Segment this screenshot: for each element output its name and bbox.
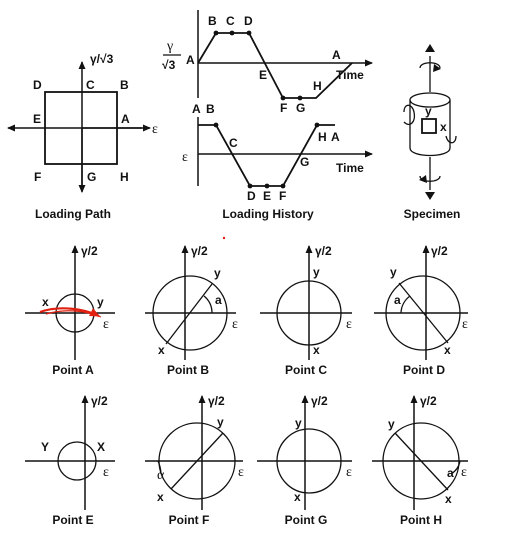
mohr-h-caption: Point H (400, 513, 442, 527)
mohr-d-point-y: y (390, 265, 397, 279)
mohr-c-y-label: γ/2 (315, 244, 332, 258)
loading-history-title: Loading History (222, 207, 314, 221)
upper-history-y-label-top: γ (167, 39, 174, 54)
lower-history-time-label: Time (336, 161, 364, 175)
loading-path-point-b: B (120, 78, 129, 92)
upper-history-dot-g (298, 96, 303, 101)
upper-history-point-e: E (259, 68, 268, 82)
mohr-point-b (145, 237, 238, 377)
mohr-h-point-x: x (445, 492, 452, 506)
mohr-d-caption: Point D (403, 363, 445, 377)
upper-history-curve (198, 33, 352, 98)
lower-history-y-label: ε (182, 150, 188, 165)
lower-history-point-c: C (229, 136, 238, 150)
mohr-e-point-x: X (97, 440, 106, 454)
specimen-top-arrow-icon (425, 44, 435, 52)
upper-history-point-a-end: A (332, 48, 341, 62)
mohr-b-diameter (166, 284, 212, 344)
mohr-e-caption: Point E (52, 513, 94, 527)
mohr-a-red-arrow (40, 308, 99, 316)
mohr-d-y-label: γ/2 (431, 244, 448, 258)
mohr-d-angle: a (394, 293, 401, 307)
mohr-e-y-label: γ/2 (91, 394, 108, 408)
mohr-f-point-y: y (217, 415, 224, 429)
lower-history-point-a: A (192, 102, 201, 116)
mohr-e-x-label: ε (103, 465, 109, 480)
lower-history-point-b: B (206, 102, 215, 116)
mohr-point-a (25, 244, 115, 377)
loading-path-point-d: D (33, 78, 42, 92)
specimen-right-curl (446, 136, 456, 143)
mohr-c-x-label: ε (346, 317, 352, 332)
mohr-b-point-x: x (158, 343, 165, 357)
mohr-a-y-label: γ/2 (81, 244, 98, 258)
specimen-bottom-arrow-icon (425, 192, 435, 200)
mohr-d-point-x: x (444, 343, 451, 357)
mohr-g-x-label: ε (346, 465, 352, 480)
loading-path-point-a: A (121, 112, 130, 126)
lower-history-dot-b (214, 123, 219, 128)
mohr-point-e (25, 394, 115, 527)
mohr-d-x-label: ε (462, 317, 468, 332)
upper-history-point-g: G (296, 101, 306, 115)
red-dot-mark (223, 237, 225, 239)
mohr-a-caption: Point A (52, 363, 94, 377)
specimen-axis-y: y (425, 104, 432, 118)
upper-history-point-d: D (244, 14, 253, 28)
mohr-point-c (260, 244, 352, 377)
specimen-left-curl (404, 105, 414, 124)
mohr-f-point-x: x (157, 490, 164, 504)
loading-history-diagram (162, 10, 372, 221)
specimen-bottom-ellipse (410, 148, 450, 156)
lower-history-dot-d (248, 184, 253, 189)
loading-path-point-f: F (34, 170, 42, 184)
upper-history-point-c: C (226, 14, 235, 28)
mohr-b-angle-arc (204, 296, 212, 313)
lower-history-dot-f (281, 184, 286, 189)
mohr-b-caption: Point B (167, 363, 209, 377)
specimen-element-square (422, 119, 436, 133)
mohr-b-y-label: γ/2 (191, 244, 208, 258)
mohr-c-point-x: x (313, 343, 320, 357)
lower-history-point-e: E (263, 189, 272, 203)
loading-path-title: Loading Path (35, 207, 111, 221)
mohr-point-g (257, 394, 352, 527)
upper-history-time-label: Time (336, 68, 364, 82)
upper-history-point-b: B (208, 14, 217, 28)
loading-path-point-c: C (86, 78, 95, 92)
lower-history-point-d: D (247, 189, 256, 203)
mohr-b-point-y: y (214, 266, 221, 280)
upper-history-dot-f (281, 96, 286, 101)
mohr-c-caption: Point C (285, 363, 327, 377)
upper-history-dot-c (230, 31, 235, 36)
loading-path-diagram (8, 52, 158, 221)
loading-path-y-label: γ/√3 (90, 52, 114, 66)
upper-history-point-f: F (280, 101, 288, 115)
mohr-d-angle-arc (401, 296, 410, 313)
mohr-point-f (145, 394, 244, 527)
upper-history-point-a-start: A (186, 53, 195, 67)
lower-history-point-h: H (318, 130, 327, 144)
lower-history-curve (198, 125, 335, 186)
mohr-f-caption: Point F (168, 513, 210, 527)
mohr-f-angle: α (157, 468, 165, 483)
mohr-e-point-y: Y (41, 440, 50, 454)
mohr-point-d (374, 244, 468, 377)
mohr-h-x-label: ε (461, 465, 467, 480)
lower-history-dot-h (315, 123, 320, 128)
specimen-title: Specimen (403, 207, 461, 221)
loading-path-point-e: E (33, 112, 42, 126)
lower-history-point-a-end: A (331, 130, 340, 144)
upper-history-dot-d (247, 31, 252, 36)
mohr-g-point-x: x (294, 490, 301, 504)
upper-history-y-label-bottom: √3 (162, 58, 176, 72)
loading-path-point-h: H (120, 170, 129, 184)
mohr-h-angle: a (447, 466, 454, 480)
mohr-g-y-label: γ/2 (311, 394, 328, 408)
mohr-b-angle: a (215, 293, 222, 307)
loading-path-point-g: G (87, 170, 97, 184)
mohr-f-y-label: γ/2 (208, 394, 225, 408)
mohr-f-x-label: ε (238, 465, 244, 480)
mohr-g-caption: Point G (284, 513, 328, 527)
specimen-diagram (404, 44, 461, 221)
mohr-a-point-x: x (42, 295, 49, 309)
mohr-point-h (372, 394, 468, 527)
mohr-g-point-y: y (295, 416, 302, 430)
mohr-h-y-label: γ/2 (420, 394, 437, 408)
lower-history-dot-e (265, 184, 270, 189)
lower-history-point-f: F (279, 189, 287, 203)
lower-history-point-g: G (300, 155, 310, 169)
specimen-axis-x: x (440, 120, 447, 134)
mohr-a-red-stroke (46, 311, 101, 317)
upper-history-dot-b (214, 31, 219, 36)
loading-path-x-label: ε (152, 122, 158, 137)
mohr-a-x-label: ε (103, 317, 109, 332)
mohr-h-point-y: y (388, 417, 395, 431)
upper-history-point-h: H (313, 79, 322, 93)
mohr-a-point-y: y (97, 295, 104, 309)
mohr-c-point-y: y (313, 265, 320, 279)
mohr-b-x-label: ε (232, 317, 238, 332)
